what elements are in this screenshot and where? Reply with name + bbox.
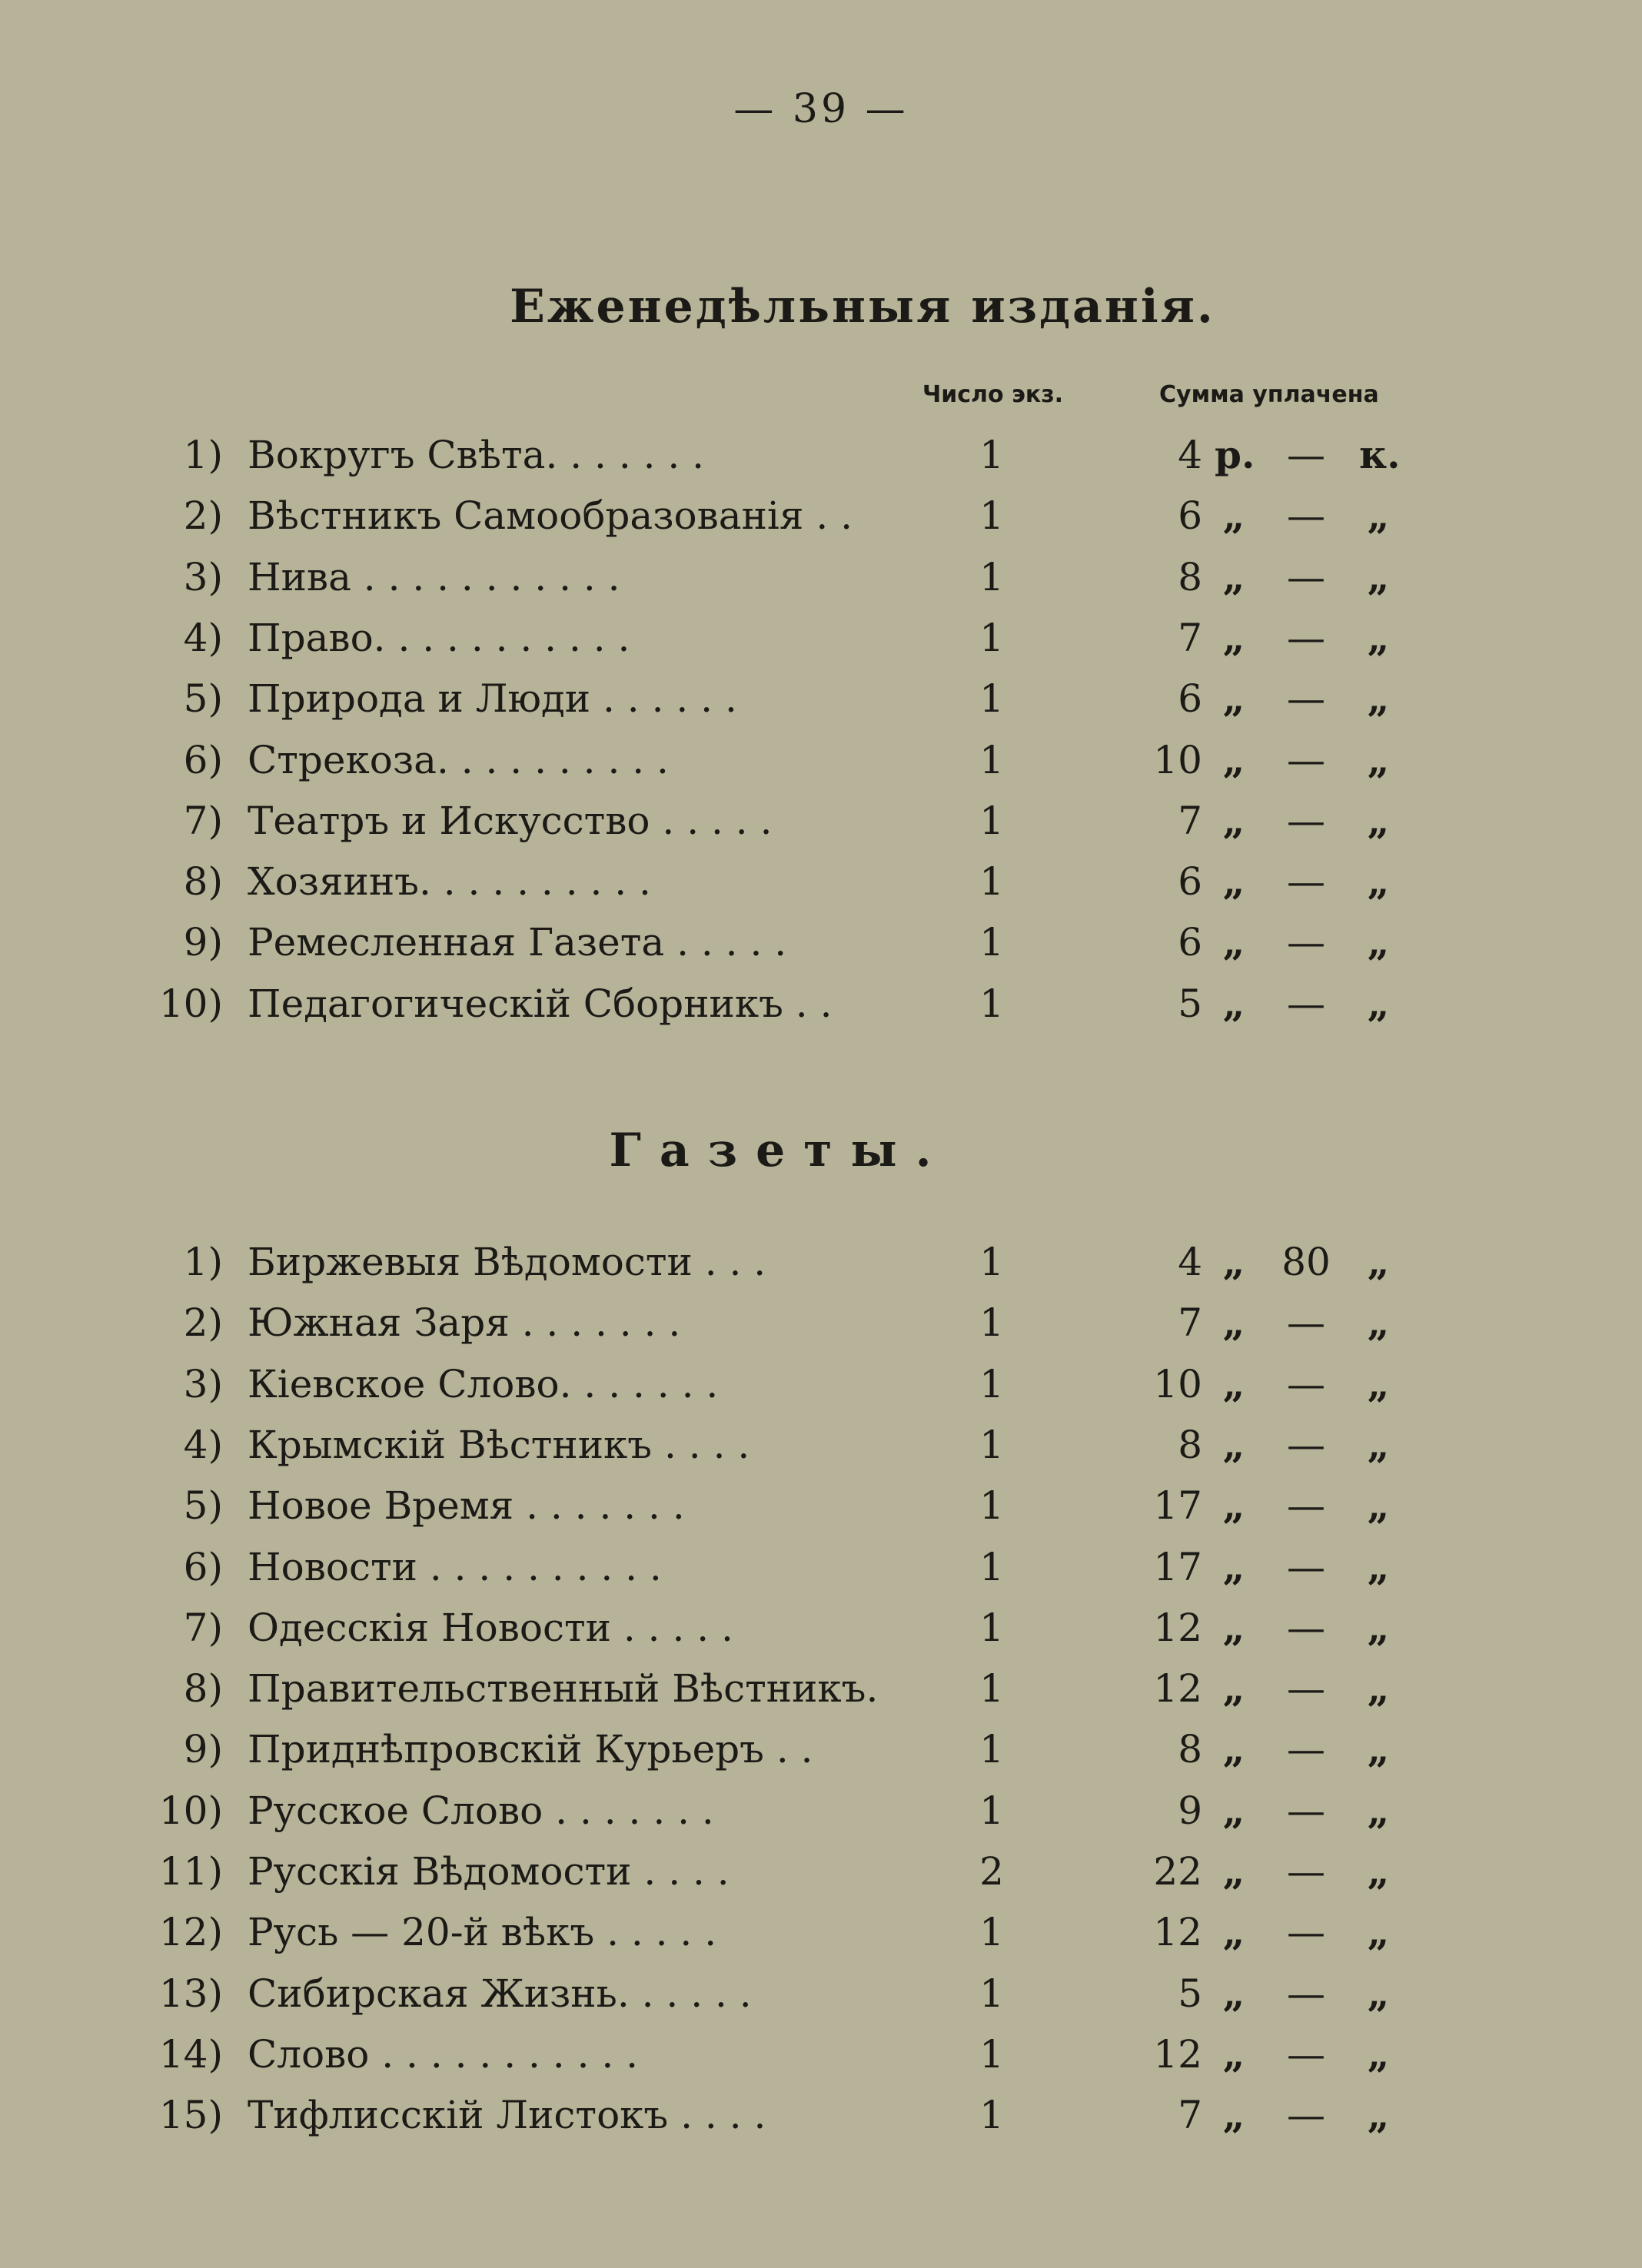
publication-title: Русскія Вѣдомости . . . . [248, 1849, 730, 1894]
kopecks-mark: „ [1367, 1848, 1390, 1894]
rubles-mark: „ [1222, 797, 1245, 843]
kopecks-mark: к. [1359, 432, 1401, 477]
rubles-amount: 17 [1153, 1483, 1202, 1529]
kopecks-amount: — [1287, 676, 1325, 722]
kopecks-amount: — [1287, 981, 1325, 1026]
copies-count: 1 [979, 2031, 1004, 2077]
list-item [0, 1292, 1642, 1353]
rubles-amount: 12 [1153, 1910, 1202, 1955]
rubles-mark: „ [1222, 1543, 1245, 1589]
rubles-mark: „ [1222, 1483, 1245, 1529]
copies-count: 1 [979, 1240, 1004, 1284]
rubles-amount: 4 [1178, 1240, 1202, 1284]
publication-title: Педагогическій Сборникъ . . [248, 981, 833, 1026]
kopecks-mark: „ [1367, 858, 1390, 905]
rubles-amount: 10 [1153, 1361, 1202, 1406]
publication-title: Природа и Люди . . . . . . [248, 676, 737, 722]
item-number: 10) [158, 1788, 223, 1833]
rubles-mark: „ [1222, 736, 1245, 782]
item-number: 9) [183, 920, 223, 965]
rubles-mark: „ [1222, 2092, 1245, 2138]
kopecks-mark: „ [1367, 1543, 1390, 1589]
kopecks-amount: — [1287, 1300, 1325, 1346]
rubles-mark: „ [1222, 614, 1245, 660]
item-number: 3) [183, 1361, 223, 1406]
item-number: 13) [158, 1971, 223, 2016]
item-number: 5) [183, 676, 223, 722]
kopecks-mark: „ [1367, 1604, 1390, 1650]
publication-title: Правительственный Вѣстникъ. [248, 1666, 879, 1712]
section-title-newspapers: Газеты. [609, 1124, 950, 1177]
item-number: 6) [183, 737, 223, 782]
rubles-mark: „ [1222, 553, 1245, 599]
rubles-mark: р. [1215, 432, 1255, 477]
rubles-amount: 6 [1178, 493, 1202, 539]
copies-count: 1 [979, 1422, 1004, 1467]
rubles-amount: 7 [1178, 1300, 1202, 1346]
rubles-mark: „ [1222, 1787, 1245, 1833]
rubles-amount: 6 [1178, 859, 1202, 905]
kopecks-amount: — [1287, 920, 1325, 965]
publication-title: Русское Слово . . . . . . . [248, 1788, 714, 1833]
kopecks-amount: — [1287, 1361, 1325, 1406]
item-number: 5) [183, 1483, 223, 1529]
list-item [0, 546, 1642, 608]
rubles-mark: „ [1222, 1665, 1245, 1712]
rubles-mark: „ [1222, 1360, 1245, 1406]
publication-title: Ремесленная Газета . . . . . [248, 920, 787, 965]
kopecks-amount: — [1287, 1971, 1325, 2016]
kopecks-amount: — [1287, 1605, 1325, 1650]
copies-count: 1 [979, 1910, 1004, 1955]
kopecks-mark: „ [1367, 2092, 1390, 2138]
rubles-mark: „ [1222, 858, 1245, 905]
rubles-mark: „ [1222, 2031, 1245, 2077]
item-number: 2) [183, 1300, 223, 1346]
publication-title: Вокругъ Свѣта. . . . . . . [248, 433, 705, 477]
list-item [0, 607, 1642, 669]
kopecks-amount: — [1287, 859, 1325, 905]
kopecks-mark: „ [1367, 1909, 1390, 1955]
kopecks-amount: — [1287, 493, 1325, 539]
item-number: 4) [183, 1422, 223, 1467]
publication-title: Право. . . . . . . . . . . [248, 615, 630, 660]
copies-count: 1 [979, 2093, 1004, 2138]
kopecks-mark: „ [1367, 2031, 1390, 2077]
copies-count: 1 [979, 615, 1004, 660]
list-item [0, 1475, 1642, 1536]
publication-title: Сибирская Жизнь. . . . . . [248, 1971, 752, 2016]
copies-count: 1 [979, 1788, 1004, 1833]
kopecks-mark: „ [1367, 919, 1390, 965]
copies-count: 1 [979, 554, 1004, 599]
item-number: 3) [183, 554, 223, 599]
kopecks-mark: „ [1367, 1421, 1390, 1467]
kopecks-amount: — [1287, 2031, 1325, 2077]
copies-count: 1 [979, 737, 1004, 782]
item-number: 6) [183, 1544, 223, 1589]
publication-title: Новое Время . . . . . . . [248, 1483, 685, 1529]
publication-title: Русь — 20-й вѣкъ . . . . . [248, 1910, 717, 1955]
publication-title: Крымскій Вѣстникъ . . . . [248, 1422, 750, 1467]
copies-count: 1 [979, 493, 1004, 539]
copies-count: 1 [979, 1300, 1004, 1346]
copies-count: 1 [979, 1727, 1004, 1772]
copies-count: 1 [979, 798, 1004, 843]
kopecks-amount: 80 [1281, 1240, 1331, 1284]
item-number: 1) [183, 1240, 223, 1284]
rubles-amount: 12 [1153, 2031, 1202, 2077]
publication-title: Южная Заря . . . . . . . [248, 1300, 681, 1346]
section-title-weekly: Еженедѣльныя изданія. [510, 280, 1215, 334]
rubles-mark: „ [1222, 676, 1245, 722]
kopecks-amount: — [1287, 1910, 1325, 1955]
item-number: 8) [183, 859, 223, 905]
kopecks-amount: — [1287, 2093, 1325, 2138]
page-number: — 39 — [733, 86, 909, 132]
kopecks-mark: „ [1367, 1970, 1390, 2016]
rubles-amount: 7 [1178, 615, 1202, 660]
item-number: 4) [183, 615, 223, 660]
kopecks-mark: „ [1367, 980, 1390, 1026]
kopecks-mark: „ [1367, 493, 1390, 539]
list-item [0, 1231, 1642, 1293]
kopecks-mark: „ [1367, 1483, 1390, 1529]
rubles-amount: 5 [1178, 981, 1202, 1026]
rubles-amount: 22 [1153, 1849, 1202, 1894]
column-header-quantity: Число экз. [922, 381, 1064, 408]
publication-title: Приднѣпровскій Курьеръ . . [248, 1727, 813, 1772]
kopecks-mark: „ [1367, 553, 1390, 599]
rubles-amount: 4 [1178, 433, 1202, 477]
rubles-mark: „ [1222, 1909, 1245, 1955]
item-number: 15) [158, 2093, 223, 2138]
rubles-amount: 5 [1178, 1971, 1202, 2016]
rubles-amount: 6 [1178, 920, 1202, 965]
rubles-amount: 17 [1153, 1544, 1202, 1589]
publication-title: Слово . . . . . . . . . . . [248, 2031, 639, 2077]
copies-count: 1 [979, 1361, 1004, 1406]
copies-count: 1 [979, 1971, 1004, 2016]
column-header-sum-paid: Сумма уплачена [1159, 381, 1379, 408]
item-number: 7) [183, 1605, 223, 1650]
rubles-amount: 7 [1178, 798, 1202, 843]
list-item [0, 912, 1642, 973]
publication-title: Вѣстникъ Самообразованія . . [248, 493, 853, 539]
list-item [0, 485, 1642, 546]
list-item [0, 2084, 1642, 2146]
copies-count: 1 [979, 676, 1004, 722]
list-item [0, 2024, 1642, 2085]
kopecks-mark: „ [1367, 1239, 1390, 1284]
copies-count: 2 [979, 1849, 1004, 1894]
publication-title: Стрекоза. . . . . . . . . . [248, 737, 669, 782]
list-item [0, 1718, 1642, 1780]
kopecks-mark: „ [1367, 1726, 1390, 1772]
kopecks-mark: „ [1367, 1300, 1390, 1346]
item-number: 14) [158, 2031, 223, 2077]
list-item [0, 1536, 1642, 1598]
list-item [0, 668, 1642, 729]
copies-count: 1 [979, 859, 1004, 905]
rubles-amount: 7 [1178, 2093, 1202, 2138]
rubles-mark: „ [1222, 1848, 1245, 1894]
item-number: 2) [183, 493, 223, 539]
list-item [0, 973, 1642, 1034]
publication-title: Кіевское Слово. . . . . . . [248, 1361, 719, 1406]
kopecks-amount: — [1287, 433, 1325, 477]
rubles-mark: „ [1222, 980, 1245, 1026]
rubles-mark: „ [1222, 1421, 1245, 1467]
kopecks-amount: — [1287, 1483, 1325, 1529]
rubles-amount: 8 [1178, 1422, 1202, 1467]
item-number: 8) [183, 1666, 223, 1712]
kopecks-mark: „ [1367, 1665, 1390, 1712]
kopecks-amount: — [1287, 1788, 1325, 1833]
copies-count: 1 [979, 981, 1004, 1026]
item-number: 11) [158, 1849, 223, 1894]
kopecks-amount: — [1287, 1666, 1325, 1712]
publication-title: Хозяинъ. . . . . . . . . . [248, 859, 651, 905]
list-item [0, 1780, 1642, 1841]
rubles-mark: „ [1222, 1604, 1245, 1650]
item-number: 10) [158, 981, 223, 1026]
rubles-amount: 12 [1153, 1666, 1202, 1712]
item-number: 1) [183, 433, 223, 477]
rubles-mark: „ [1222, 493, 1245, 539]
kopecks-mark: „ [1367, 797, 1390, 843]
kopecks-mark: „ [1367, 1360, 1390, 1406]
kopecks-amount: — [1287, 554, 1325, 599]
kopecks-amount: — [1287, 1422, 1325, 1467]
list-item [0, 1353, 1642, 1415]
list-item [0, 790, 1642, 852]
copies-count: 1 [979, 1666, 1004, 1712]
kopecks-amount: — [1287, 737, 1325, 782]
kopecks-amount: — [1287, 1849, 1325, 1894]
kopecks-amount: — [1287, 1727, 1325, 1772]
publication-title: Театръ и Искусство . . . . . [248, 798, 773, 843]
rubles-mark: „ [1222, 919, 1245, 965]
list-item [0, 424, 1642, 486]
publication-title: Тифлисскій Листокъ . . . . [248, 2093, 766, 2138]
rubles-amount: 10 [1153, 737, 1202, 782]
item-number: 9) [183, 1727, 223, 1772]
copies-count: 1 [979, 920, 1004, 965]
list-item [0, 1597, 1642, 1659]
kopecks-mark: „ [1367, 676, 1390, 722]
publication-title: Нива . . . . . . . . . . . [248, 554, 620, 599]
publication-title: Одесскія Новости . . . . . [248, 1605, 733, 1650]
kopecks-mark: „ [1367, 614, 1390, 660]
rubles-mark: „ [1222, 1300, 1245, 1346]
publication-title: Новости . . . . . . . . . . [248, 1544, 662, 1589]
list-item [0, 1658, 1642, 1719]
kopecks-mark: „ [1367, 1787, 1390, 1833]
rubles-amount: 8 [1178, 554, 1202, 599]
kopecks-amount: — [1287, 1544, 1325, 1589]
rubles-mark: „ [1222, 1239, 1245, 1284]
list-item [0, 729, 1642, 791]
rubles-mark: „ [1222, 1726, 1245, 1772]
copies-count: 1 [979, 1605, 1004, 1650]
item-number: 12) [158, 1910, 223, 1955]
rubles-amount: 12 [1153, 1605, 1202, 1650]
list-item [0, 1963, 1642, 2024]
list-item [0, 851, 1642, 912]
copies-count: 1 [979, 1483, 1004, 1529]
rubles-amount: 6 [1178, 676, 1202, 722]
item-number: 7) [183, 798, 223, 843]
list-item [0, 1901, 1642, 1963]
list-item [0, 1414, 1642, 1476]
kopecks-mark: „ [1367, 736, 1390, 782]
rubles-mark: „ [1222, 1970, 1245, 2016]
publication-title: Биржевыя Вѣдомости . . . [248, 1240, 766, 1284]
rubles-amount: 9 [1178, 1788, 1202, 1833]
list-item [0, 1841, 1642, 1902]
kopecks-amount: — [1287, 798, 1325, 843]
rubles-amount: 8 [1178, 1727, 1202, 1772]
copies-count: 1 [979, 1544, 1004, 1589]
copies-count: 1 [979, 433, 1004, 477]
kopecks-amount: — [1287, 615, 1325, 660]
